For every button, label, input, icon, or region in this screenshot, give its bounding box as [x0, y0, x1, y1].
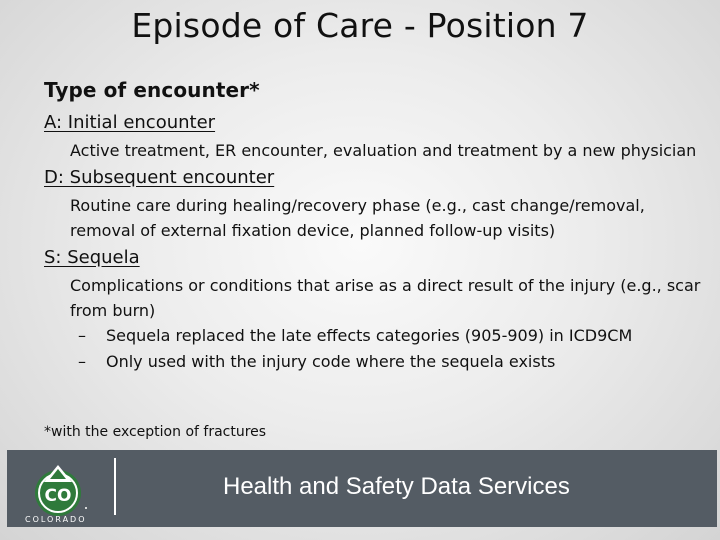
list-item-text: Sequela replaced the late effects categories (905-909) in ICD9CM: [106, 326, 633, 345]
colorado-logo: [25, 460, 105, 526]
svg-text:CO: CO: [44, 486, 72, 506]
footer-bar: [7, 450, 717, 527]
organization-name: Health and Safety Data Services: [223, 473, 570, 500]
sequela-subitems: [78, 323, 704, 375]
encounter-entry-subsequent: [44, 167, 704, 243]
encounter-entry-sequela: [44, 247, 704, 375]
entry-description: Active treatment, ER encounter, evaluation and treatment by a new physician: [70, 141, 697, 160]
encounter-entry-initial: [44, 112, 704, 163]
list-item-text: Only used with the injury code where the sequela exists: [106, 352, 556, 371]
dash-bullet: –: [78, 352, 86, 371]
slide-content: [44, 78, 704, 375]
list-item: [78, 349, 704, 375]
entry-label: D: Subsequent encounter: [44, 167, 275, 188]
entry-description: Complications or conditions that arise as a direct result of the injury (e.g., scar from burn): [70, 276, 701, 320]
footer-divider: [114, 458, 116, 515]
dash-bullet: –: [78, 326, 86, 345]
footnote: *with the exception of fractures: [44, 424, 267, 440]
list-item: [78, 323, 704, 349]
colorado-logo-icon: [25, 460, 105, 516]
logo-wordmark: COLORADO: [25, 515, 87, 524]
section-heading: Type of encounter*: [44, 78, 260, 102]
entry-description: Routine care during healing/recovery phase (e.g., cast change/removal, removal of external fixation device, planned follow-up visits): [70, 196, 645, 240]
entry-label: S: Sequela: [44, 247, 140, 268]
entry-label: A: Initial encounter: [44, 112, 216, 133]
slide-title: Episode of Care - Position 7: [131, 6, 589, 45]
